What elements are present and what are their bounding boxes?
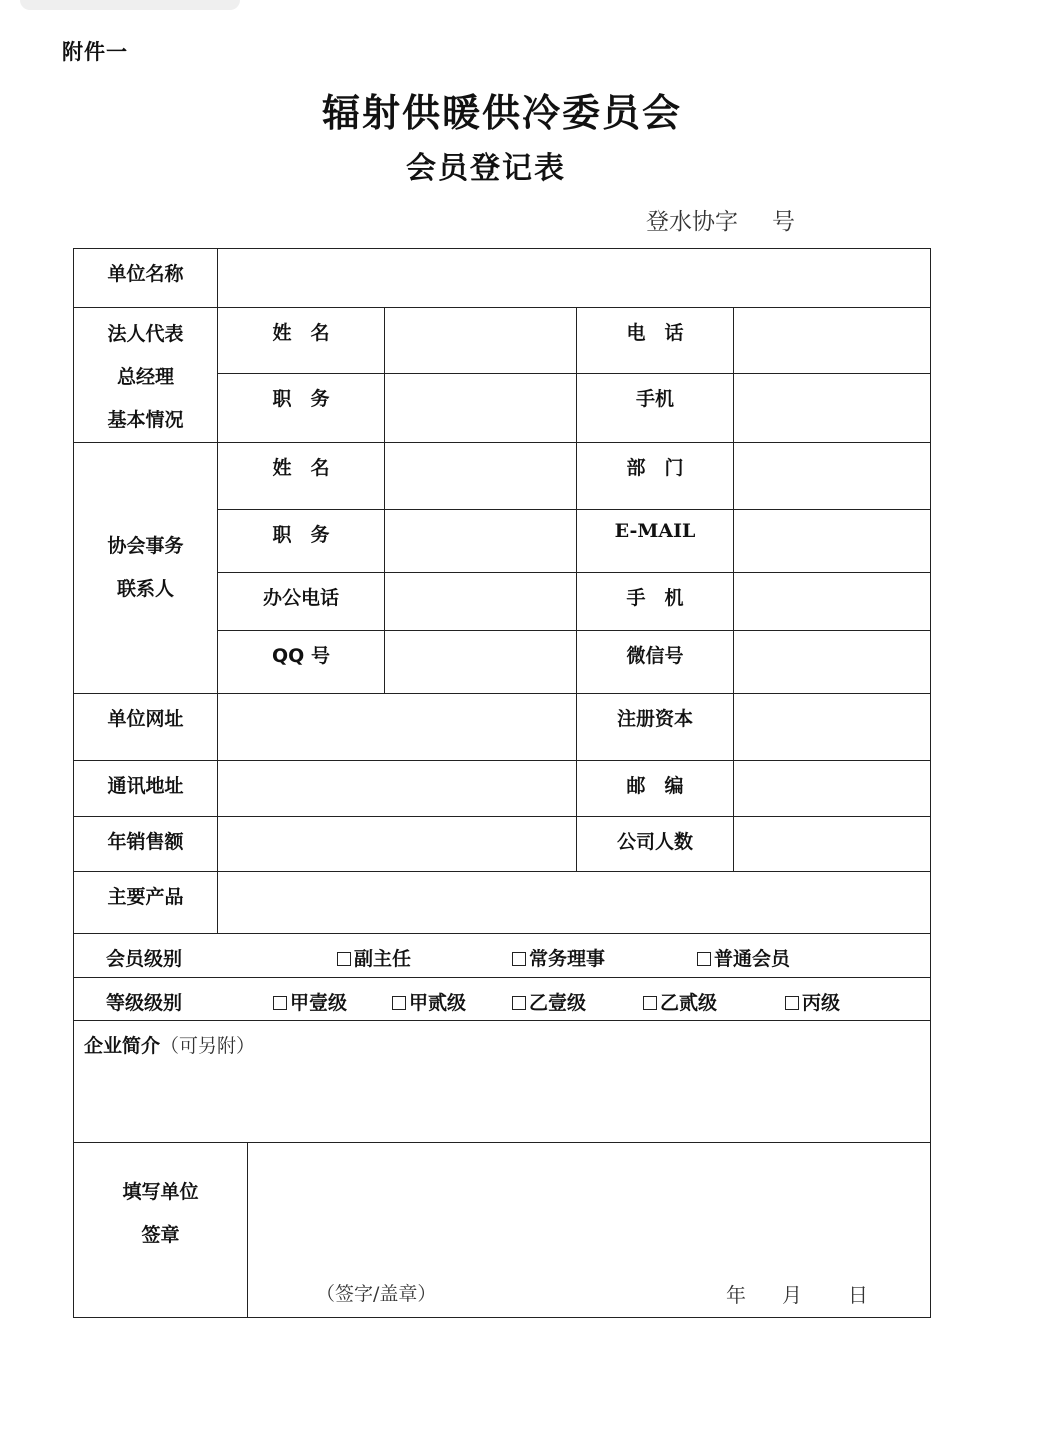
- top-tab-fragment: [20, 0, 240, 10]
- address-field[interactable]: [218, 761, 577, 817]
- legal-mobile-label: 手机: [577, 374, 734, 443]
- registration-form-table: [73, 248, 931, 1318]
- unit-name-field[interactable]: [218, 249, 931, 308]
- contact-position-field[interactable]: [385, 510, 577, 573]
- member-level-label: 会员级别: [106, 947, 183, 970]
- member-level-option-1[interactable]: 副主任: [337, 944, 411, 971]
- checkbox-icon: [512, 996, 526, 1010]
- registration-suffix: 号: [772, 209, 795, 235]
- contact-dept-label: 部 门: [577, 443, 734, 510]
- sign-line1: 填写单位: [122, 1181, 199, 1203]
- contact-mobile-label: 手 机: [577, 573, 734, 631]
- legal-rep-line2: 总经理: [116, 366, 174, 388]
- contact-email-label: E-MAIL: [577, 510, 734, 573]
- attachment-label: 附件一: [62, 40, 128, 64]
- contact-position-label: 职 务: [218, 510, 385, 573]
- legal-name-label: 姓 名: [218, 308, 385, 374]
- registration-number: [646, 203, 795, 236]
- website-label: 单位网址: [74, 694, 218, 761]
- grade-option-3[interactable]: 乙壹级: [512, 988, 586, 1015]
- grade-option-2[interactable]: 甲贰级: [392, 988, 466, 1015]
- contact-name-label: 姓 名: [218, 443, 385, 510]
- products-label: 主要产品: [74, 872, 218, 934]
- contact-office-phone-label: 办公电话: [218, 573, 385, 631]
- grade-label: 等级级别: [106, 991, 183, 1014]
- postcode-label: 邮 编: [577, 761, 734, 817]
- contact-email-field[interactable]: [734, 510, 931, 573]
- member-level-row: [74, 934, 931, 978]
- checkbox-icon: [697, 952, 711, 966]
- contact-qq-field[interactable]: [385, 631, 577, 694]
- checkbox-icon: [512, 952, 526, 966]
- capital-field[interactable]: [734, 694, 931, 761]
- staff-field[interactable]: [734, 817, 931, 872]
- contact-line2: 联系人: [116, 578, 174, 600]
- contact-office-phone-field[interactable]: [385, 573, 577, 631]
- date-day: 日: [848, 1283, 868, 1307]
- contact-mobile-field[interactable]: [734, 573, 931, 631]
- grade-option-1[interactable]: 甲壹级: [273, 988, 347, 1015]
- checkbox-icon: [337, 952, 351, 966]
- member-level-option-2[interactable]: 常务理事: [512, 944, 605, 971]
- legal-rep-line3: 基本情况: [107, 409, 184, 431]
- grade-option-5[interactable]: 丙级: [785, 988, 840, 1015]
- grade-row: [74, 978, 931, 1021]
- contact-wechat-label: 微信号: [577, 631, 734, 694]
- legal-phone-field[interactable]: [734, 308, 931, 374]
- sign-label: [74, 1143, 248, 1318]
- date-year: 年: [726, 1283, 746, 1307]
- legal-name-field[interactable]: [385, 308, 577, 374]
- contact-name-field[interactable]: [385, 443, 577, 510]
- legal-rep-label: [74, 308, 218, 443]
- date-month: 月: [782, 1283, 802, 1307]
- products-field[interactable]: [218, 872, 931, 934]
- legal-phone-label: 电 话: [577, 308, 734, 374]
- contact-wechat-field[interactable]: [734, 631, 931, 694]
- website-field[interactable]: [218, 694, 577, 761]
- legal-position-label: 职 务: [218, 374, 385, 443]
- intro-note: （可另附）: [160, 1035, 256, 1057]
- registration-prefix: 登水协字: [646, 209, 738, 235]
- intro-label: 企业简介: [84, 1035, 161, 1057]
- grade-option-4[interactable]: 乙贰级: [643, 988, 717, 1015]
- checkbox-icon: [392, 996, 406, 1010]
- unit-name-label: 单位名称: [74, 249, 218, 308]
- checkbox-icon: [643, 996, 657, 1010]
- address-label: 通讯地址: [74, 761, 218, 817]
- page-title: 辐射供暖供冷委员会: [321, 90, 682, 135]
- legal-rep-line1: 法人代表: [107, 323, 184, 345]
- intro-field[interactable]: [74, 1021, 931, 1143]
- sign-note: （签字/盖章）: [316, 1283, 437, 1305]
- capital-label: 注册资本: [577, 694, 734, 761]
- staff-label: 公司人数: [577, 817, 734, 872]
- legal-position-field[interactable]: [385, 374, 577, 443]
- contact-dept-field[interactable]: [734, 443, 931, 510]
- sales-field[interactable]: [218, 817, 577, 872]
- sign-field[interactable]: [248, 1143, 931, 1318]
- contact-qq-label: QQ 号: [218, 631, 385, 694]
- sign-line2: 签章: [141, 1224, 180, 1246]
- page-subtitle: 会员登记表: [406, 151, 566, 186]
- member-level-option-3[interactable]: 普通会员: [697, 944, 790, 971]
- postcode-field[interactable]: [734, 761, 931, 817]
- legal-mobile-field[interactable]: [734, 374, 931, 443]
- checkbox-icon: [785, 996, 799, 1010]
- contact-label: [74, 443, 218, 694]
- sales-label: 年销售额: [74, 817, 218, 872]
- contact-line1: 协会事务: [107, 535, 184, 557]
- checkbox-icon: [273, 996, 287, 1010]
